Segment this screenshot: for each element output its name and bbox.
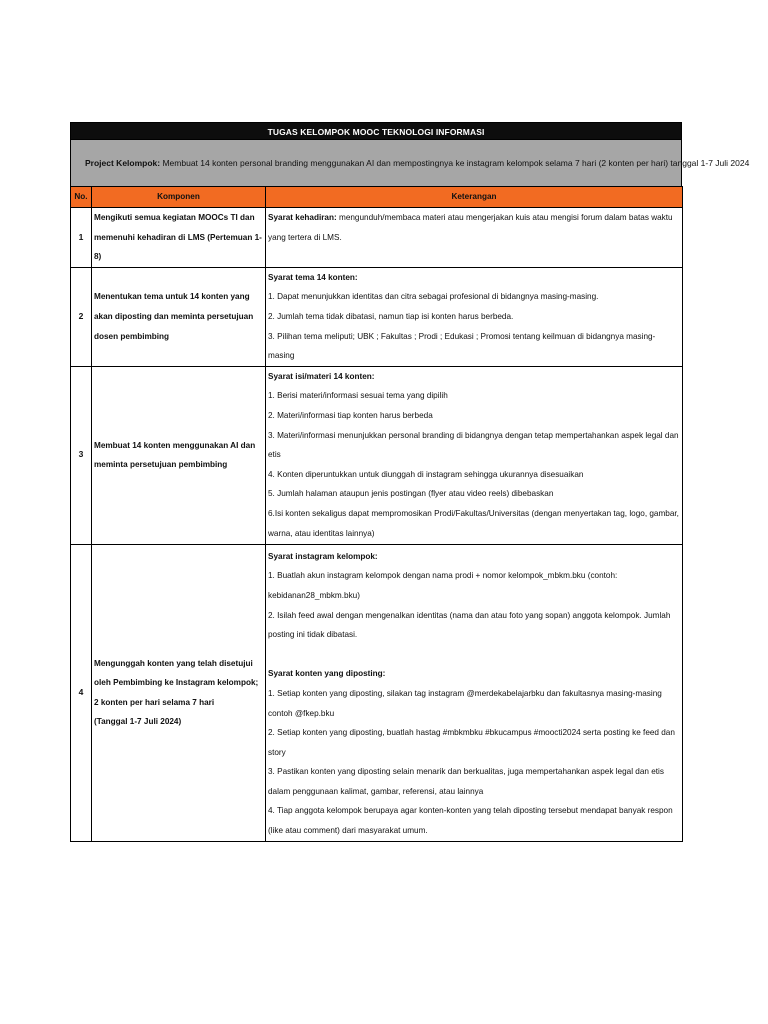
ket-heading: Syarat isi/materi 14 konten:: [268, 371, 375, 381]
ket-text: mengunduh/membaca materi atau mengerjakan kuis atau mengisi forum dalam batas waktu yang tertera di LMS.: [268, 213, 673, 242]
ket-line: 4. Tiap anggota kelompok berupaya agar konten-konten yang telah diposting tersebut mendapat banyak respon (like atau comment) dari masyarakat umum.: [268, 806, 673, 836]
table-header-row: [71, 187, 683, 208]
row-komponen: Mengikuti semua kegiatan MOOCs TI dan memenuhi kehadiran di LMS (Pertemuan 1-8): [92, 208, 266, 268]
header-keterangan: Keterangan: [266, 187, 683, 208]
row-keterangan: [266, 267, 683, 366]
sheet-title: TUGAS KELOMPOK MOOC TEKNOLOGI INFORMASI: [70, 122, 682, 140]
table-row: [71, 544, 683, 841]
table-row: [71, 267, 683, 366]
row-komponen: [92, 544, 266, 841]
ket-heading: Syarat instagram kelompok:: [268, 551, 378, 561]
ket-line: 2. Jumlah tema tidak dibatasi, namun tiap isi konten harus berbeda.: [268, 311, 514, 321]
ket-heading: Syarat tema 14 konten:: [268, 272, 358, 282]
ket-heading: Syarat kehadiran:: [268, 213, 337, 222]
task-sheet: [70, 122, 750, 842]
table-row: [71, 366, 683, 544]
row-number: 1: [71, 208, 92, 268]
requirements-table: [70, 186, 683, 842]
row-keterangan: [266, 208, 683, 268]
ket-line: 5. Jumlah halaman ataupun jenis postingan (flyer atau video reels) dibebaskan: [268, 489, 554, 499]
row-keterangan: [266, 366, 683, 544]
row-number: 4: [71, 544, 92, 841]
ket-line: 2. Setiap konten yang diposting, buatlah hastag #mbkmbku #bkucampus #moocti2024 serta posting ke feed dan story: [268, 728, 675, 757]
ket-line: 1. Dapat menunjukkan identitas dan citra sebagai profesional di bidangnya masing-masing.: [268, 292, 599, 302]
ket-line: 2. Isilah feed awal dengan mengenalkan identitas (nama dan atau foto yang sopan) anggota kelompok. Jumlah posting ini tidak dibatasi.: [268, 610, 671, 640]
ket-line: 3. Pastikan konten yang diposting selain menarik dan berkualitas, juga mempertahankan aspek legal dan etis dalam penggunaan kalimat, gambar, referensi, atau lainnya: [268, 767, 664, 796]
row-number: 3: [71, 366, 92, 544]
row-komponen: Menentukan tema untuk 14 konten yang akan diposting dan meminta persetujuan dosen pembimbing: [92, 267, 266, 366]
project-label: Project Kelompok:: [85, 158, 161, 168]
row-keterangan: [266, 544, 683, 841]
row-number: 2: [71, 267, 92, 366]
ket-line: 6.Isi konten sekaligus dapat mempromosikan Prodi/Fakultas/Universitas (dengan menyertakan tag, logo, gambar, warna, atau identitas lainnya): [268, 508, 679, 538]
ket-line: 1. Buatlah akun instagram kelompok dengan nama prodi + nomor kelompok_mbkm.bku (contoh: kebidanan28_mbkm.bku): [268, 571, 618, 600]
ket-line: 2. Materi/informasi tiap konten harus berbeda: [268, 410, 433, 420]
komponen-line: Mengunggah konten yang telah disetujui oleh Pembimbing ke Instagram kelompok; 2 konten per hari selama 7 hari: [94, 658, 259, 707]
row-komponen: Membuat 14 konten menggunakan AI dan meminta persetujuan pembimbing: [92, 366, 266, 544]
ket-line: 3. Pilihan tema meliputi; UBK ; Fakultas ; Prodi ; Edukasi ; Promosi tentang keilmuan di bidangnya masing-masing: [268, 331, 656, 361]
spacer: [268, 645, 681, 665]
komponen-line: (Tanggal 1-7 Juli 2024): [94, 717, 182, 727]
ket-line: 1. Setiap konten yang diposting, silakan tag instagram @merdekabelajarbku dan fakultasnya masing-masing contoh @fkep.bku: [268, 688, 662, 718]
ket-heading: Syarat konten yang diposting:: [268, 669, 386, 679]
table-row: [71, 208, 683, 268]
header-komponen: Komponen: [92, 187, 266, 208]
project-description: [70, 140, 750, 186]
ket-line: 3. Materi/informasi menunjukkan personal branding di bidangnya dengan tetap mempertahankan aspek legal dan etis: [268, 430, 679, 460]
ket-line: 4. Konten diperuntukkan untuk diunggah di instagram sehingga ukurannya disesuaikan: [268, 469, 584, 479]
ket-line: 1. Berisi materi/informasi sesuai tema yang dipilih: [268, 391, 448, 401]
header-no: No.: [71, 187, 92, 208]
project-text: Membuat 14 konten personal branding menggunakan AI dan mempostingnya ke instagram kelompok selama 7 hari (2 konten per hari) tanggal 1-7 Juli 2024: [160, 158, 750, 168]
